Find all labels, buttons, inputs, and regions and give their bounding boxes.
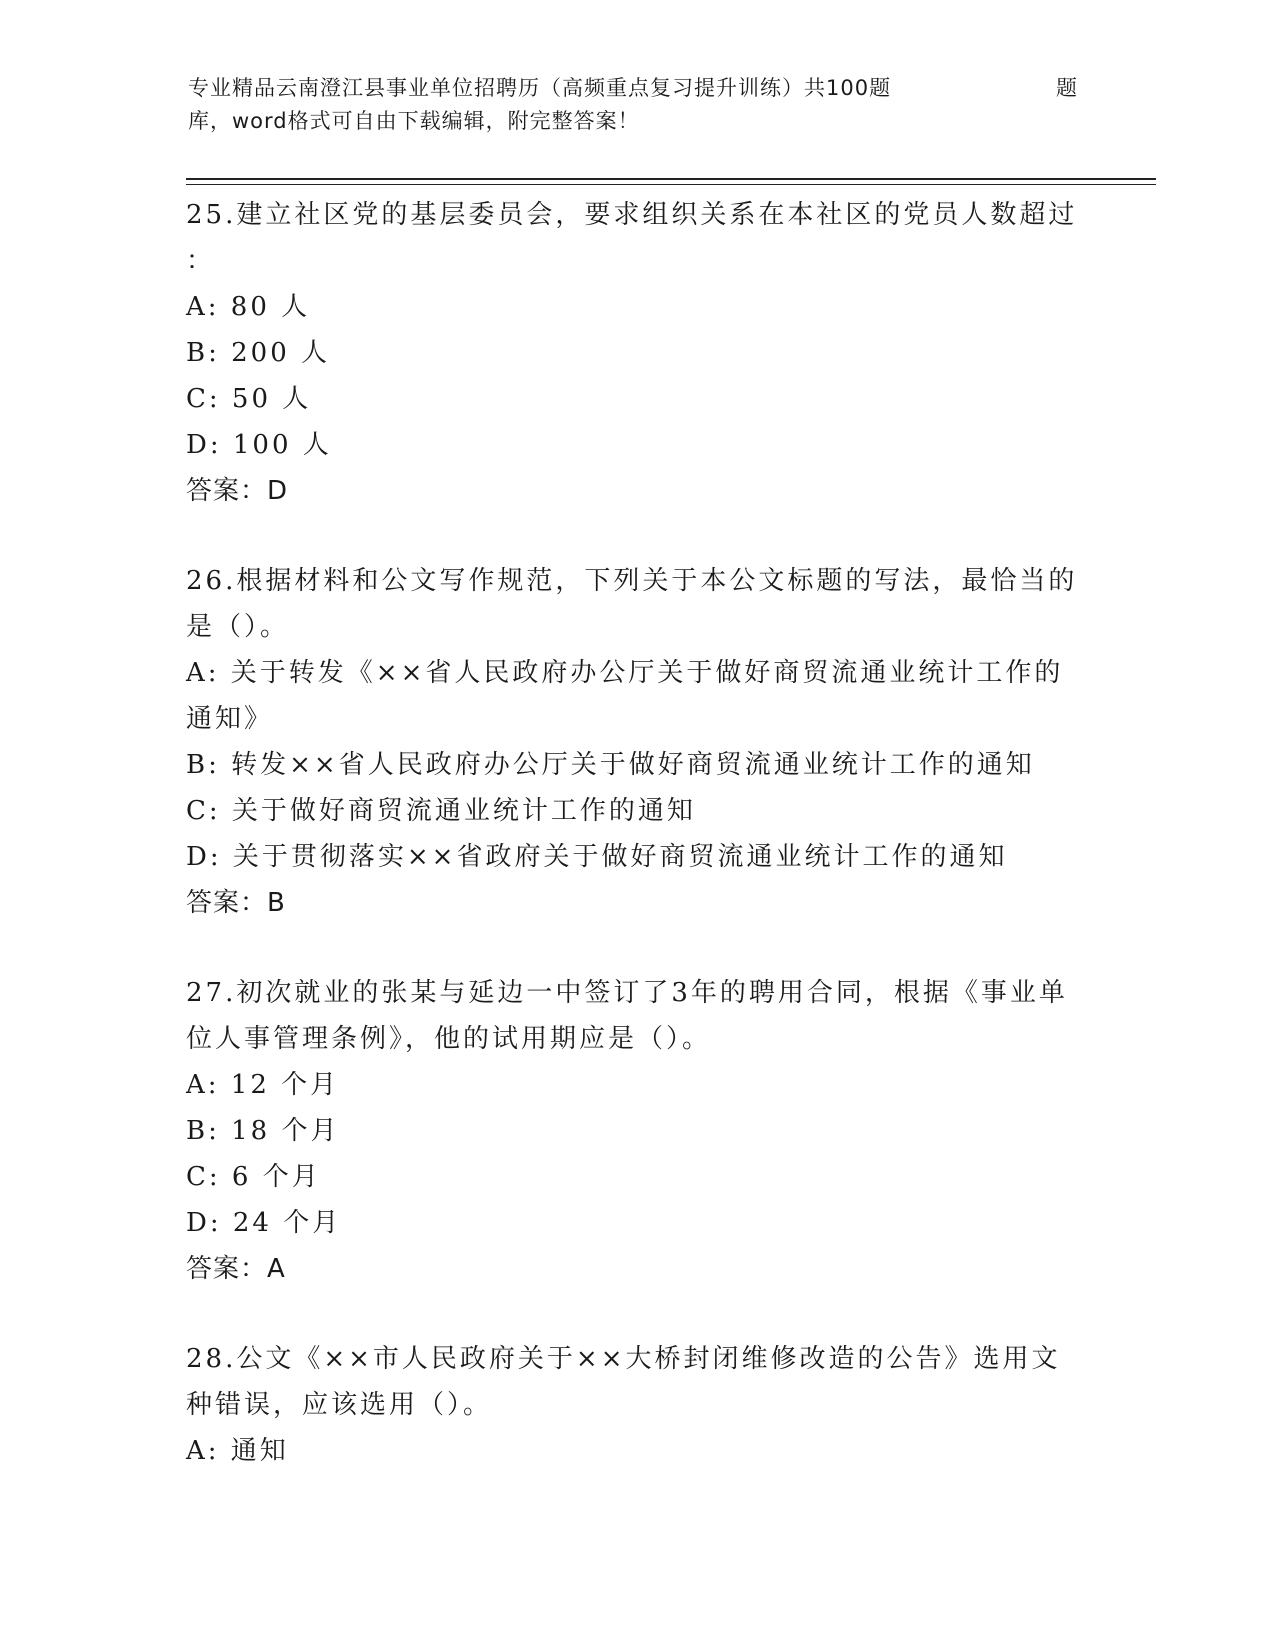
document-header [188,72,1088,138]
answer-line: 答案：B [186,888,286,918]
option-a: A: 关于转发《××省人民政府办公厅关于做好商贸流通业统计工作的 [186,658,1064,688]
option-b: B: 18 个月 [186,1116,340,1146]
option-a: A: 12 个月 [186,1070,340,1100]
option-c: C: 50 人 [186,384,312,414]
question-27 [186,970,1086,1292]
question-list [186,192,1086,1474]
question-text: 种错误，应该选用（）。 [186,1390,493,1420]
question-text: 是（）。 [186,612,290,642]
option-d: D: 24 个月 [186,1208,342,1238]
option-c: C: 6 个月 [186,1162,321,1192]
option-a: A: 80 人 [186,292,311,322]
header-line-2: 库，word格式可自由下载编辑，附完整答案！ [188,109,640,133]
question-text: 28.公文《××市人民政府关于××大桥封闭维修改造的公告》选用文 [186,1344,1061,1374]
header-divider-thick [186,178,1156,180]
option-d: D: 关于贯彻落实××省政府关于做好商贸流通业统计工作的通知 [186,842,1008,872]
question-28 [186,1336,1086,1474]
answer-line: 答案：D [186,476,289,506]
option-b: B: 转发××省人民政府办公厅关于做好商贸流通业统计工作的通知 [186,750,1035,780]
header-line-1: 专业精品云南澄江县事业单位招聘历（高频重点复习提升训练）共100题 [188,76,892,100]
answer-line: 答案：A [186,1254,286,1284]
question-text: 27.初次就业的张某与延边一中签订了3年的聘用合同，根据《事业单 [186,978,1068,1008]
question-25 [186,192,1086,514]
option-d: D: 100 人 [186,430,332,460]
question-text: 位人事管理条例》，他的试用期应是（）。 [186,1024,712,1054]
option-a-continued: 通知》 [186,704,274,734]
question-text: 25.建立社区党的基层委员会，要求组织关系在本社区的党员人数超过 [186,200,1078,230]
question-26 [186,558,1086,926]
option-b: B: 200 人 [186,338,331,368]
question-text: ： [186,246,216,276]
option-a: A: 通知 [186,1436,289,1466]
header-line-1-tail: 题 [1056,76,1078,100]
question-text: 26.根据材料和公文写作规范，下列关于本公文标题的写法，最恰当的 [186,566,1078,596]
option-c: C: 关于做好商贸流通业统计工作的通知 [186,796,696,826]
header-divider-thin [186,184,1156,185]
